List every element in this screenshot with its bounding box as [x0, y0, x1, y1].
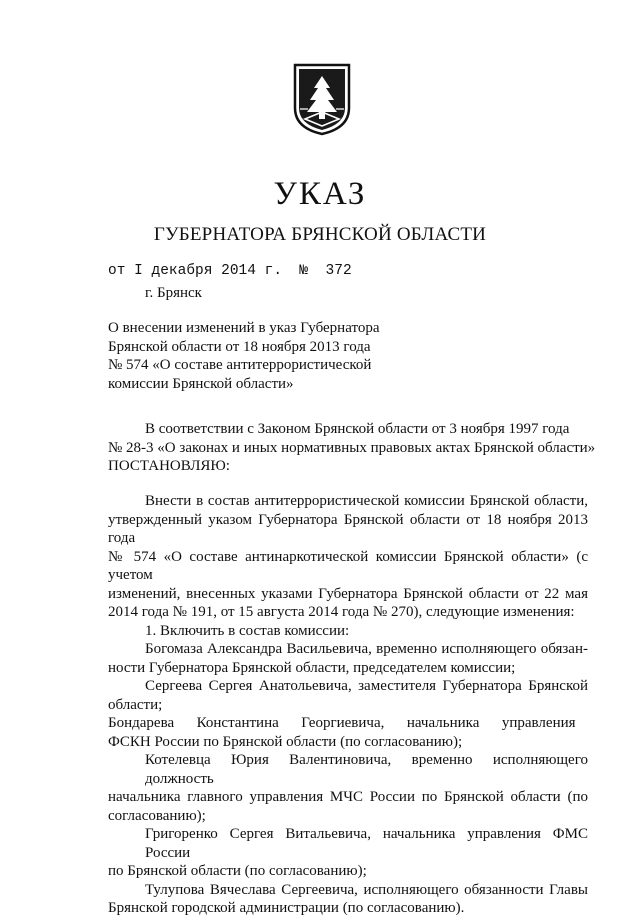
list-item-line: Бондарева Константина Георгиевича, начальника управления — [108, 715, 576, 731]
subject-line: О внесении изменений в указ Губернатора — [108, 320, 380, 336]
preamble-line: № 28-3 «О законах и иных нормативных правовых актах Брянской области» — [108, 439, 596, 456]
list-item-line: ФСКН России по Брянской области (по согласованию); — [108, 733, 463, 750]
list-item-line: Брянской городской администрации (по согласованию). — [108, 900, 465, 916]
list-item-line: начальника главного управления МЧС России по Брянской области (по — [108, 789, 588, 805]
list-item-line: области; — [108, 696, 163, 713]
list-item-line: Тулупова Вячеслава Сергеевича, исполняющего обязанности Главы — [145, 881, 588, 898]
main-text — [108, 492, 588, 918]
paragraph-line: 2014 года № 191, от 15 августа 2014 года № 270), следующие изменения: — [108, 604, 575, 620]
list-item-line: согласованию); — [108, 807, 206, 824]
list-item-line: Богомаза Александра Васильевича, временно исполняющего обязан- — [145, 641, 588, 657]
document-title: УКАЗ — [273, 176, 367, 212]
subject-line: комиссии Брянской области» — [108, 375, 294, 392]
preamble-line: В соответствии с Законом Брянской области от 3 ноября 1997 года — [145, 421, 570, 437]
paragraph-line: изменений, внесенных указами Губернатора Брянской области от 22 мая — [108, 585, 588, 602]
subject-line: Брянской области от 18 ноября 2013 года — [108, 338, 371, 355]
paragraph-line: Внести в состав антитеррористической комиссии Брянской области, — [145, 493, 588, 509]
preamble — [108, 420, 596, 476]
list-heading: 1. Включить в состав комиссии: — [145, 622, 350, 639]
list-item-line: по Брянской области (по согласованию); — [108, 863, 367, 879]
list-item-line: Котелевца Юрия Валентиновича, временно исполняющего должность — [145, 752, 588, 787]
list-item-line: ности Губернатора Брянской области, председателем комиссии; — [108, 659, 516, 676]
city: г. Брянск — [145, 285, 202, 301]
subject-line: № 574 «О составе антитеррористической — [108, 357, 372, 373]
paragraph-line: № 574 «О составе антинаркотической комиссии Брянской области» (с учетом — [108, 548, 588, 583]
preamble-line: ПОСТАНОВЛЯЮ: — [108, 458, 230, 474]
list-item-line: Григоренко Сергея Витальевича, начальника управления ФМС России — [145, 826, 588, 861]
subject-block — [108, 319, 380, 393]
document-subtitle: ГУБЕРНАТОРА БРЯНСКОЙ ОБЛАСТИ — [153, 224, 487, 245]
coat-of-arms-icon — [292, 62, 352, 136]
date-number-line: от I декабря 2014 г. № 372 — [108, 263, 352, 279]
paragraph-line: утвержденный указом Губернатора Брянской области от 18 ноября 2013 года — [108, 511, 588, 546]
list-item-line: Сергеева Сергея Анатольевича, заместителя Губернатора Брянской — [145, 678, 588, 694]
